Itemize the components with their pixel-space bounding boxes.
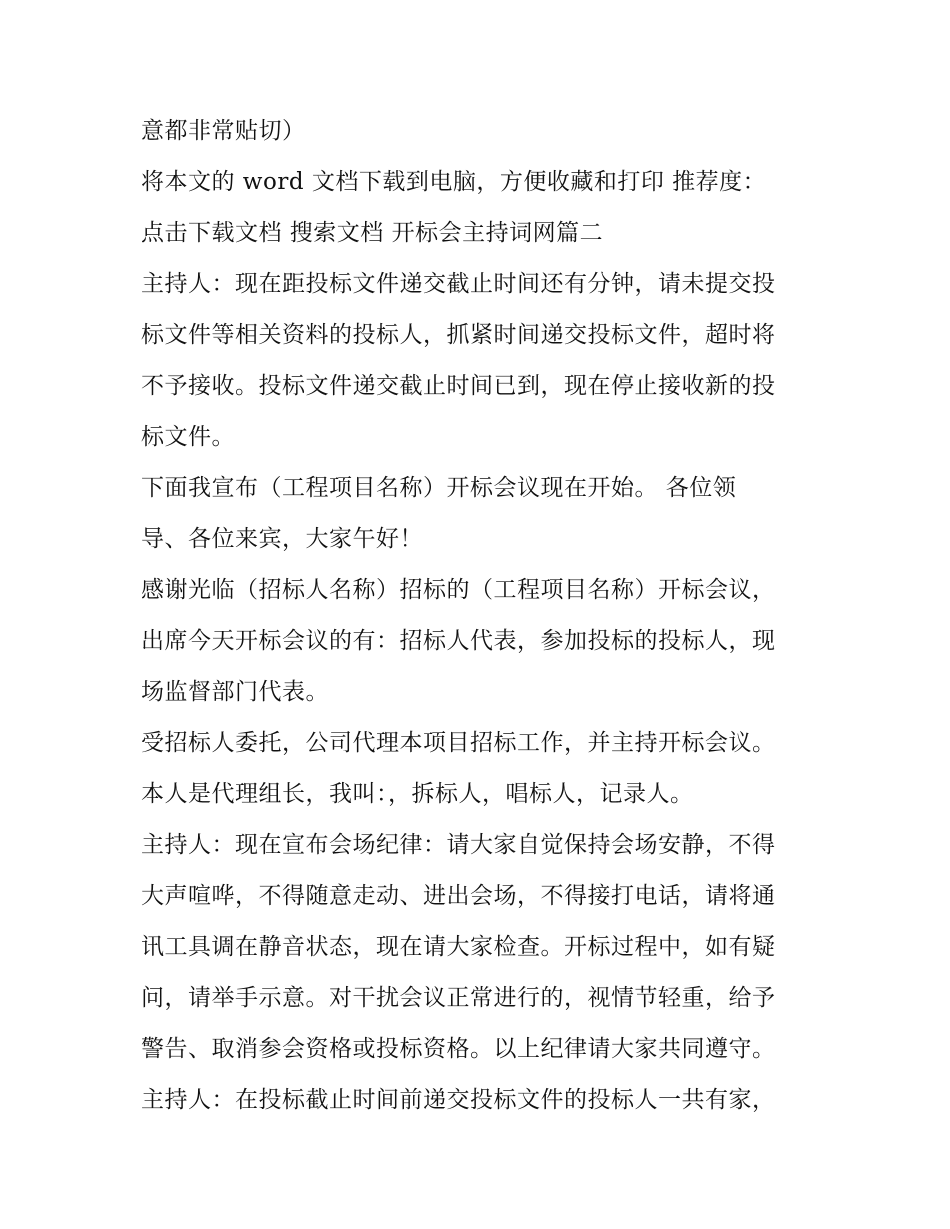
- text-line: 将本文的 word 文档下载到电脑，方便收藏和打印 推荐度：: [141, 169, 767, 195]
- text-line: 下面我宣布（工程项目名称）开标会议现在开始。 各位领: [141, 475, 737, 501]
- text-line: 本人是代理组长，我叫：，拆标人，唱标人，记录人。: [141, 781, 694, 807]
- text-line: 受招标人委托，公司代理本项目招标工作，并主持开标会议。: [141, 730, 776, 756]
- text-line: 意都非常贴切）: [141, 118, 306, 144]
- text-line: 大声喧哗，不得随意走动、进出会场，不得接打电话，请将通: [141, 883, 776, 909]
- text-line: 导、各位来宾，大家午好！: [141, 526, 423, 552]
- text-line: 感谢光临（招标人名称）招标的（工程项目名称）开标会议，: [141, 577, 776, 603]
- text-line: 出席今天开标会议的有：招标人代表，参加投标的投标人，现: [141, 628, 776, 654]
- text-line: 主持人：现在宣布会场纪律：请大家自觉保持会场安静，不得: [141, 832, 776, 858]
- text-line: 问，请举手示意。对干扰会议正常进行的，视情节轻重，给予: [141, 985, 776, 1011]
- text-line: 不予接收。投标文件递交截止时间已到，现在停止接收新的投: [141, 373, 776, 399]
- text-line: 警告、取消参会资格或投标资格。以上纪律请大家共同遵守。: [141, 1036, 776, 1062]
- text-line: 标文件。: [141, 424, 235, 450]
- text-line: 主持人：在投标截止时间前递交投标文件的投标人一共有家，: [141, 1087, 776, 1113]
- text-line: 主持人：现在距投标文件递交截止时间还有分钟，请未提交投: [141, 271, 776, 297]
- text-line: 标文件等相关资料的投标人，抓紧时间递交投标文件，超时将: [141, 322, 776, 348]
- document-body: [141, 106, 821, 1126]
- text-line: 场监督部门代表。: [141, 679, 329, 705]
- text-line: 点击下载文档 搜索文档 开标会主持词网篇二: [141, 220, 604, 246]
- text-line: 讯工具调在静音状态，现在请大家检查。开标过程中，如有疑: [141, 934, 776, 960]
